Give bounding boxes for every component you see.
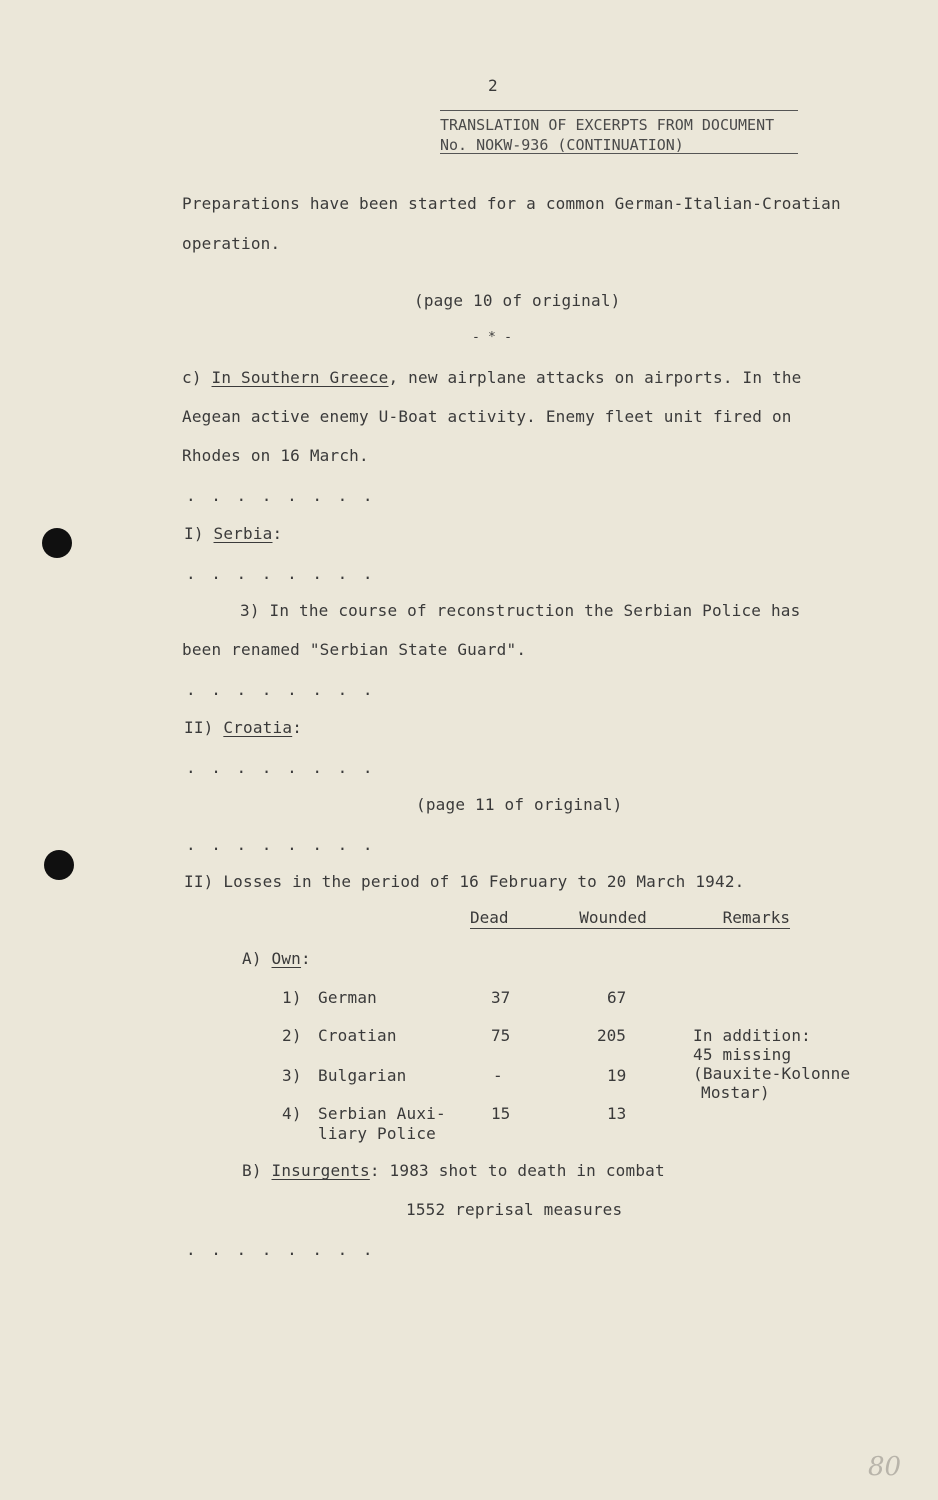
section-serbia-label: I) (184, 524, 204, 543)
section-croatia-colon: : (292, 718, 303, 737)
section-serbia (184, 524, 282, 543)
section-serbia-colon: : (272, 524, 283, 543)
punch-hole-bottom (44, 850, 74, 880)
page-number: 2 (488, 76, 498, 95)
section-serbia-title: Serbia (213, 524, 273, 543)
column-header-wounded: Wounded (548, 908, 678, 929)
own-colon: : (301, 949, 311, 968)
paragraph-3-line-2: been renamed "Serbian State Guard". (182, 640, 527, 659)
paragraph-1-line-1: Preparations have been started for a common German-Italian-Croatian (182, 194, 841, 213)
row-croatian-wounded: 205 (597, 1026, 626, 1045)
own-heading (242, 949, 311, 968)
row-bulgarian-wounded: 19 (607, 1066, 627, 1085)
row-german-number: 1) (282, 988, 302, 1007)
ellipsis-3: . . . . . . . . (186, 680, 376, 699)
ellipsis-1: . . . . . . . . (186, 486, 376, 505)
remarks-line-1: In addition: (693, 1026, 811, 1045)
losses-title: Losses in the period of 16 February to 20 March 1942. (223, 872, 745, 891)
remarks-line-3: (Bauxite-Kolonne (693, 1064, 851, 1083)
row-german-wounded: 67 (607, 988, 627, 1007)
row-serbian-wounded: 13 (607, 1104, 627, 1123)
header-top-rule (440, 110, 798, 111)
insurgents-label: B) (242, 1161, 262, 1180)
column-header-remarks: Remarks (678, 908, 790, 929)
paragraph-c-line-1 (182, 368, 802, 387)
row-bulgarian-number: 3) (282, 1066, 302, 1085)
own-title: Own (271, 949, 302, 968)
own-label: A) (242, 949, 262, 968)
ellipsis-6: . . . . . . . . (186, 1240, 376, 1259)
row-croatian-dead: 75 (491, 1026, 511, 1045)
page-10-reference: (page 10 of original) (414, 291, 621, 310)
insurgents-combat: 1983 shot to death in combat (389, 1161, 665, 1180)
paragraph-c-line-3: Rhodes on 16 March. (182, 446, 369, 465)
losses-label: II) (184, 872, 214, 891)
paragraph-c-line-2: Aegean active enemy U-Boat activity. Enemy fleet unit fired on (182, 407, 792, 426)
row-croatian-number: 2) (282, 1026, 302, 1045)
insurgents-title: Insurgents (271, 1161, 370, 1180)
handwritten-page-number: 80 (868, 1452, 902, 1482)
punch-hole-top (42, 528, 72, 558)
row-croatian-name: Croatian (318, 1026, 397, 1045)
row-german-dead: 37 (491, 988, 511, 1007)
southern-greece-heading: In Southern Greece (211, 368, 389, 387)
header-line-1: TRANSLATION OF EXCERPTS FROM DOCUMENT (440, 116, 775, 134)
ellipsis-5: . . . . . . . . (186, 835, 376, 854)
column-header-dead: Dead (470, 908, 548, 929)
losses-heading (184, 872, 744, 891)
ellipsis-4: . . . . . . . . (186, 758, 376, 777)
paragraph-c-label: c) (182, 368, 202, 387)
insurgents-line-1 (242, 1161, 665, 1180)
row-serbian-dead: 15 (491, 1104, 511, 1123)
remarks-line-2: 45 missing (693, 1045, 792, 1064)
ellipsis-2: . . . . . . . . (186, 564, 376, 583)
separator: - * - (472, 330, 513, 345)
page-11-reference: (page 11 of original) (416, 795, 623, 814)
insurgents-reprisal: 1552 reprisal measures (406, 1200, 623, 1219)
remarks-line-4: Mostar) (701, 1083, 770, 1102)
row-bulgarian-dead: - (493, 1066, 503, 1085)
row-serbian-name-line-2: liary Police (318, 1124, 436, 1143)
insurgents-colon: : (369, 1161, 380, 1180)
paragraph-c-line-1-rest: , new airplane attacks on airports. In the (388, 368, 802, 387)
section-croatia-label: II) (184, 718, 214, 737)
row-serbian-number: 4) (282, 1104, 302, 1123)
header-bottom-rule (440, 153, 798, 154)
section-croatia-title: Croatia (223, 718, 293, 737)
row-serbian-name-line-1: Serbian Auxi- (318, 1104, 446, 1123)
row-bulgarian-name: Bulgarian (318, 1066, 407, 1085)
paragraph-3-line-1: 3) In the course of reconstruction the Serbian Police has (240, 601, 801, 620)
section-croatia (184, 718, 302, 737)
paragraph-1-line-2: operation. (182, 234, 281, 253)
row-german-name: German (318, 988, 377, 1007)
header-line-2: No. NOKW-936 (CONTINUATION) (440, 136, 684, 154)
